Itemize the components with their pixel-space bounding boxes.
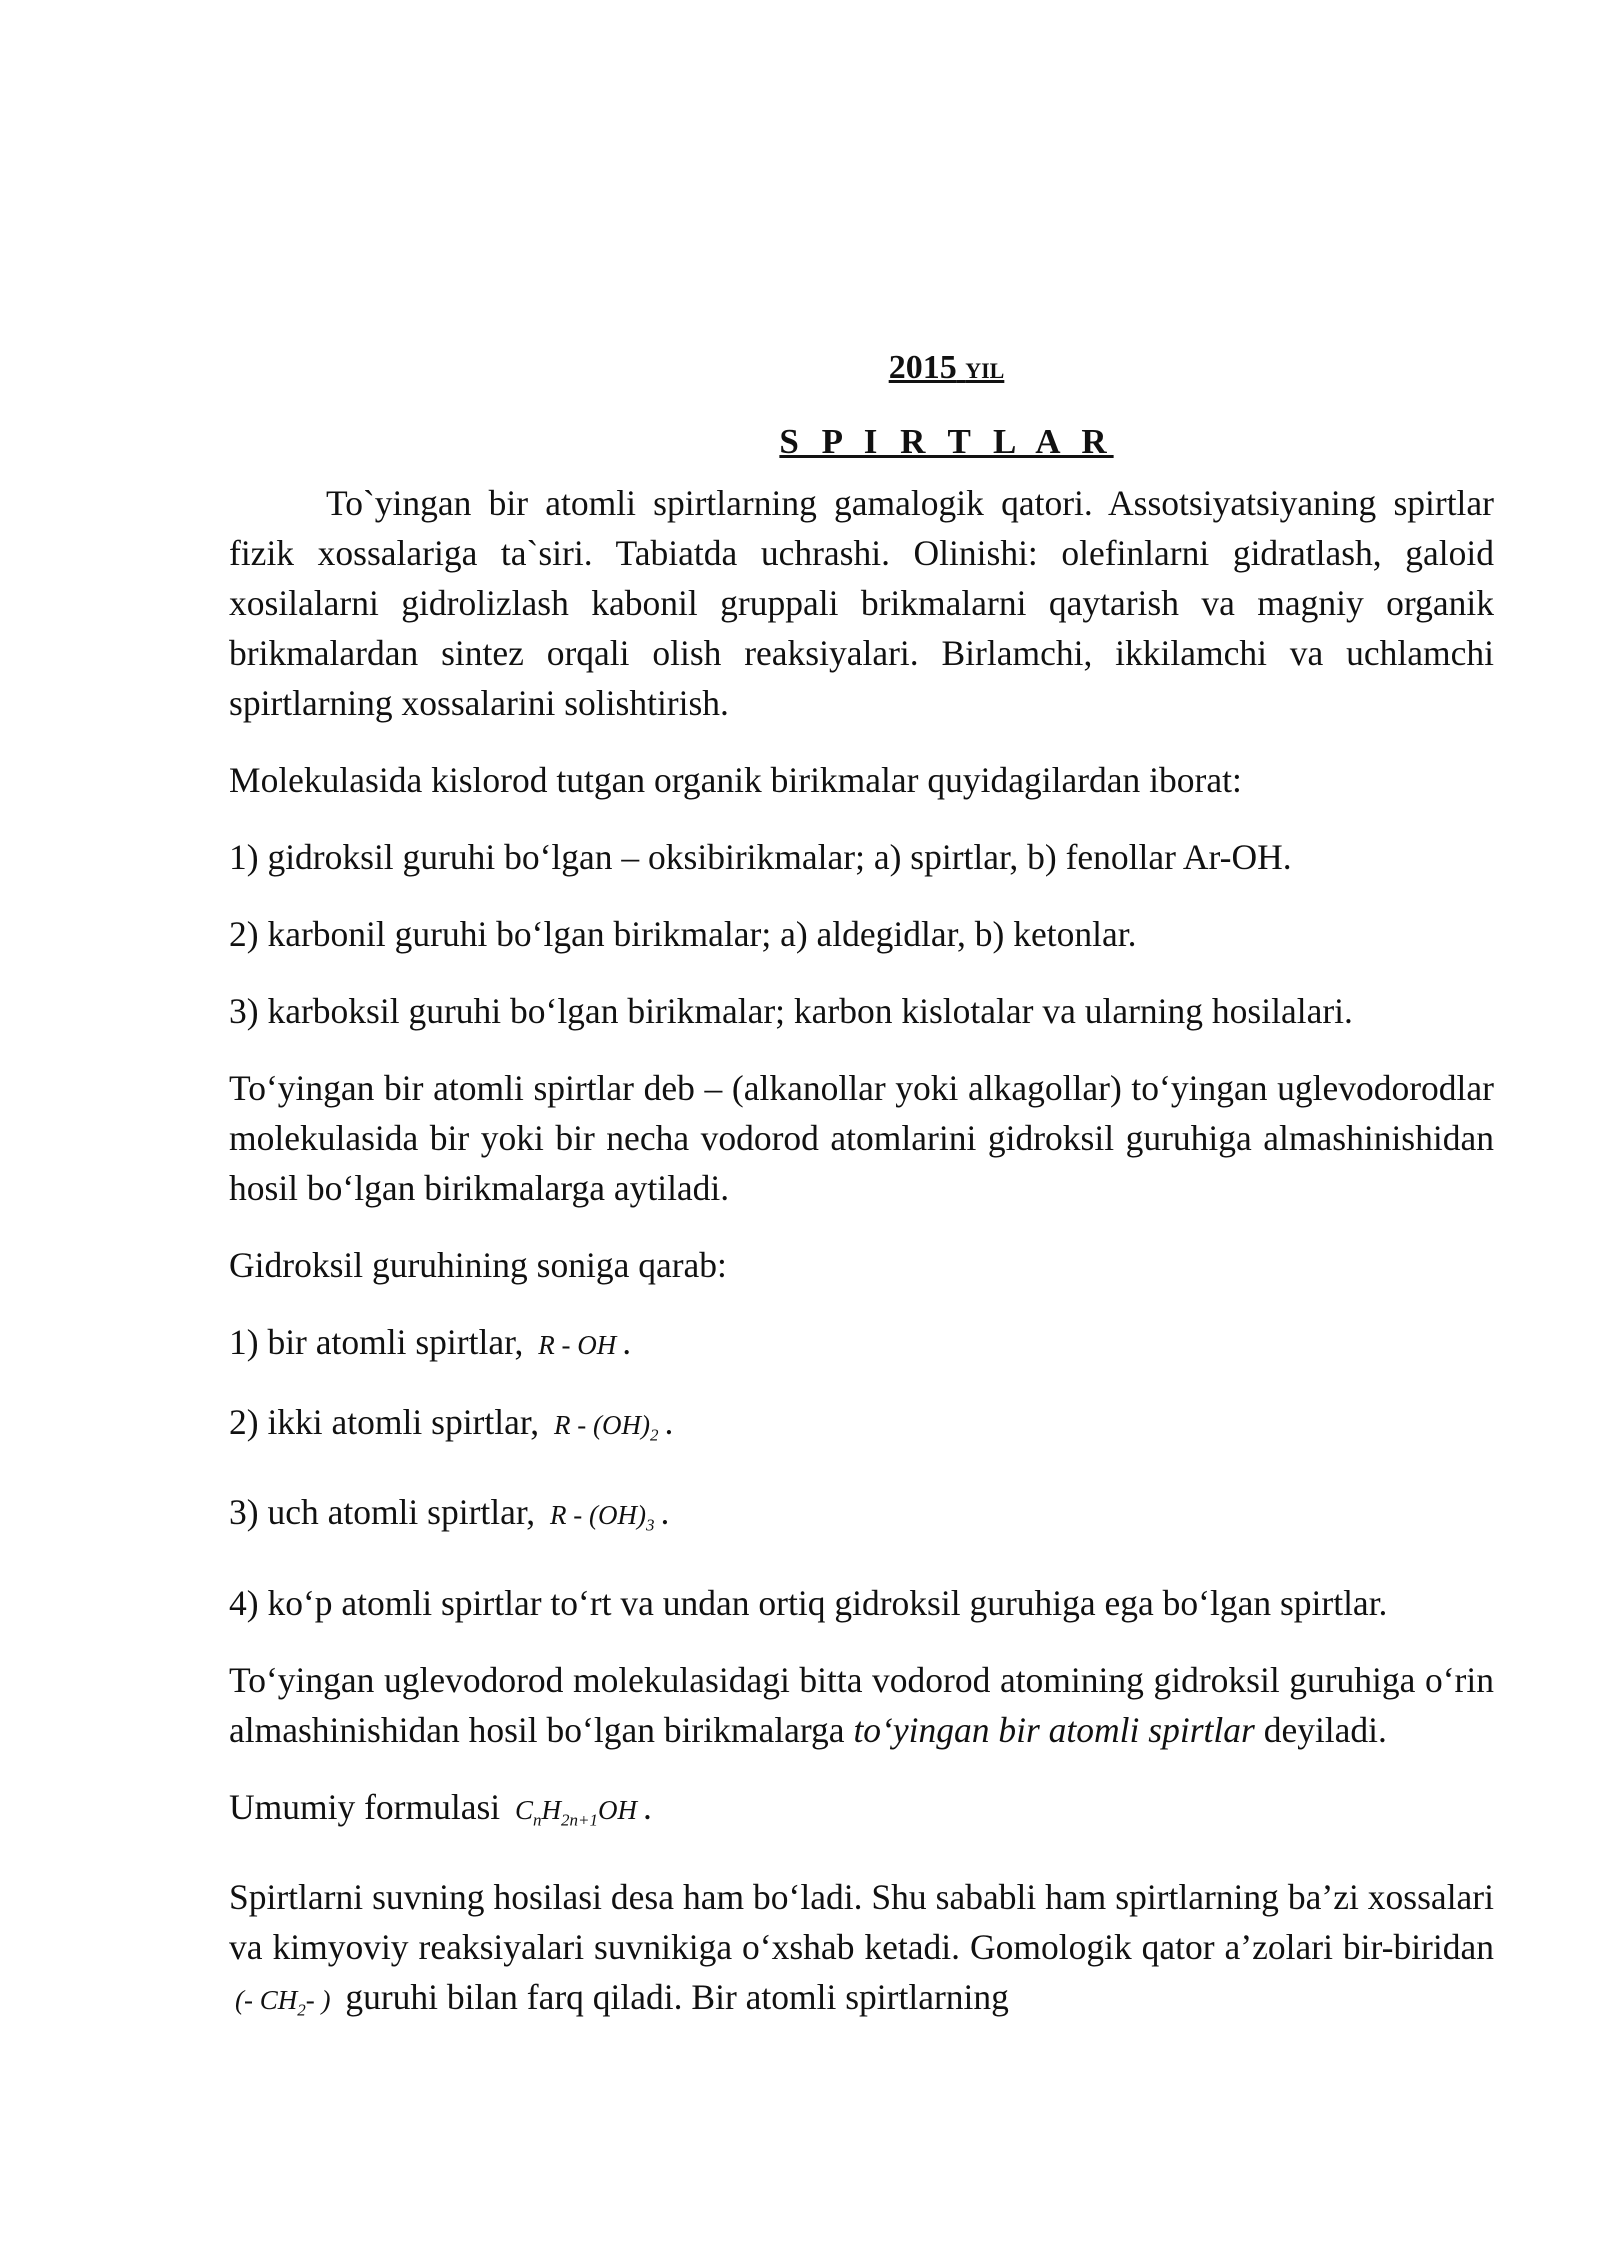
list-item-karboksil: 3) karboksil guruhi bo‘lgan birikmalar; karbon kislotalar va ularning hosilalari. (229, 991, 1353, 1031)
toyingan-paragraph: To‘yingan uglevodorod molekulasidagi bitta vodorod atomining gidroksil guruhiga o‘rin almashinishidan hosil bo‘lgan birikmalarga to‘yingan bir atomli spirtlar deyiladi. (229, 1659, 1494, 1750)
formula-r-oh3: R - $(OH)_3$ (550, 1500, 655, 1535)
year-word: YIL (965, 358, 1005, 383)
spirtlarni-paragraph: Spirtlarni suvning hosilasi desa ham bo‘ladi. Shu sababli ham spirtlarning ba’zi xossalari va kimyoviy reaksiyalari suvnikiga o‘xshab ketadi. Gomologik qator a’zolari bir-biridan (- $CH_2-$ ) guruhi bilan farq qiladi. Bir atomli spirtlarning (229, 1877, 1494, 2020)
page-title: S P I R T L A R (779, 422, 1114, 461)
formula-r-oh: R - OH (538, 1330, 617, 1360)
list-item-one-atom: 1) bir atomli spirtlar, R - OH . (229, 1322, 632, 1362)
list-item-gidroksil: 1) gidroksil guruhi bo‘lgan – oksibirikmalar; a) spirtlar, b) fenollar Ar-OH. (229, 837, 1292, 877)
document-page (229, 344, 1494, 2036)
intro-paragraph: To`yingan bir atomli spirtlarning gamalogik qatori. Assotsiyatsiyaning spirtlar fizik xossalariga ta`siri. Tabiatda uchrashi. Olinishi: olefinlarni gidratlash, galoid xosilalarni gidrolizlash kabonil gruppali brikmalarni qaytarish va magniy organik brikmalardan sintez orqali olish reaksiyalari. Birlamchi, ikkilamchi va uchlamchi spirtlarning xossalarini solishtirish. (229, 483, 1494, 723)
umumiy-formula-paragraph: Umumiy formulasi $C_nH_{2n+1}OH$ . (229, 1786, 652, 1830)
list-item-karbonil: 2) karbonil guruhi bo‘lgan birikmalar; a) aldegidlar, b) ketonlar. (229, 914, 1137, 954)
formula-general: $C_nH_{2n+1}OH$ (515, 1794, 638, 1830)
list-item-three-atom: 3) uch atomli spirtlar, R - $(OH)_3$ . (229, 1492, 670, 1535)
formula-r-oh2: R - $(OH)_2$ (554, 1410, 659, 1445)
list-item-many-atom: 4) ko‘p atomli spirtlar to‘rt va undan ortiq gidroksil guruhiga ega bo‘lgan spirtlar. (229, 1582, 1388, 1623)
definition-paragraph: To‘yingan bir atomli spirtlar deb – (alkanollar yoki alkagollar) to‘yingan uglevodorodlar molekulasida bir yoki bir necha vodorod atomlarini gidroksil guruhiga almashinishidan hosil bo‘lgan birikmalarga aytiladi. (229, 1068, 1494, 1208)
year-number: 2015 (888, 349, 957, 386)
molekula-paragraph: Molekulasida kislorod tutgan organik birikmalar quyidagilardan iborat: (229, 760, 1242, 800)
gidroksil-paragraph: Gidroksil guruhining soniga qarab: (229, 1245, 727, 1285)
list-item-two-atom: 2) ikki atomli spirtlar, R - $(OH)_2$ . (229, 1402, 674, 1445)
emphasis-term: to‘yingan bir atomli spirtlar (853, 1709, 1255, 1750)
formula-ch2: (- $CH_2-$ ) (235, 1985, 331, 2020)
year-heading (399, 344, 1494, 392)
